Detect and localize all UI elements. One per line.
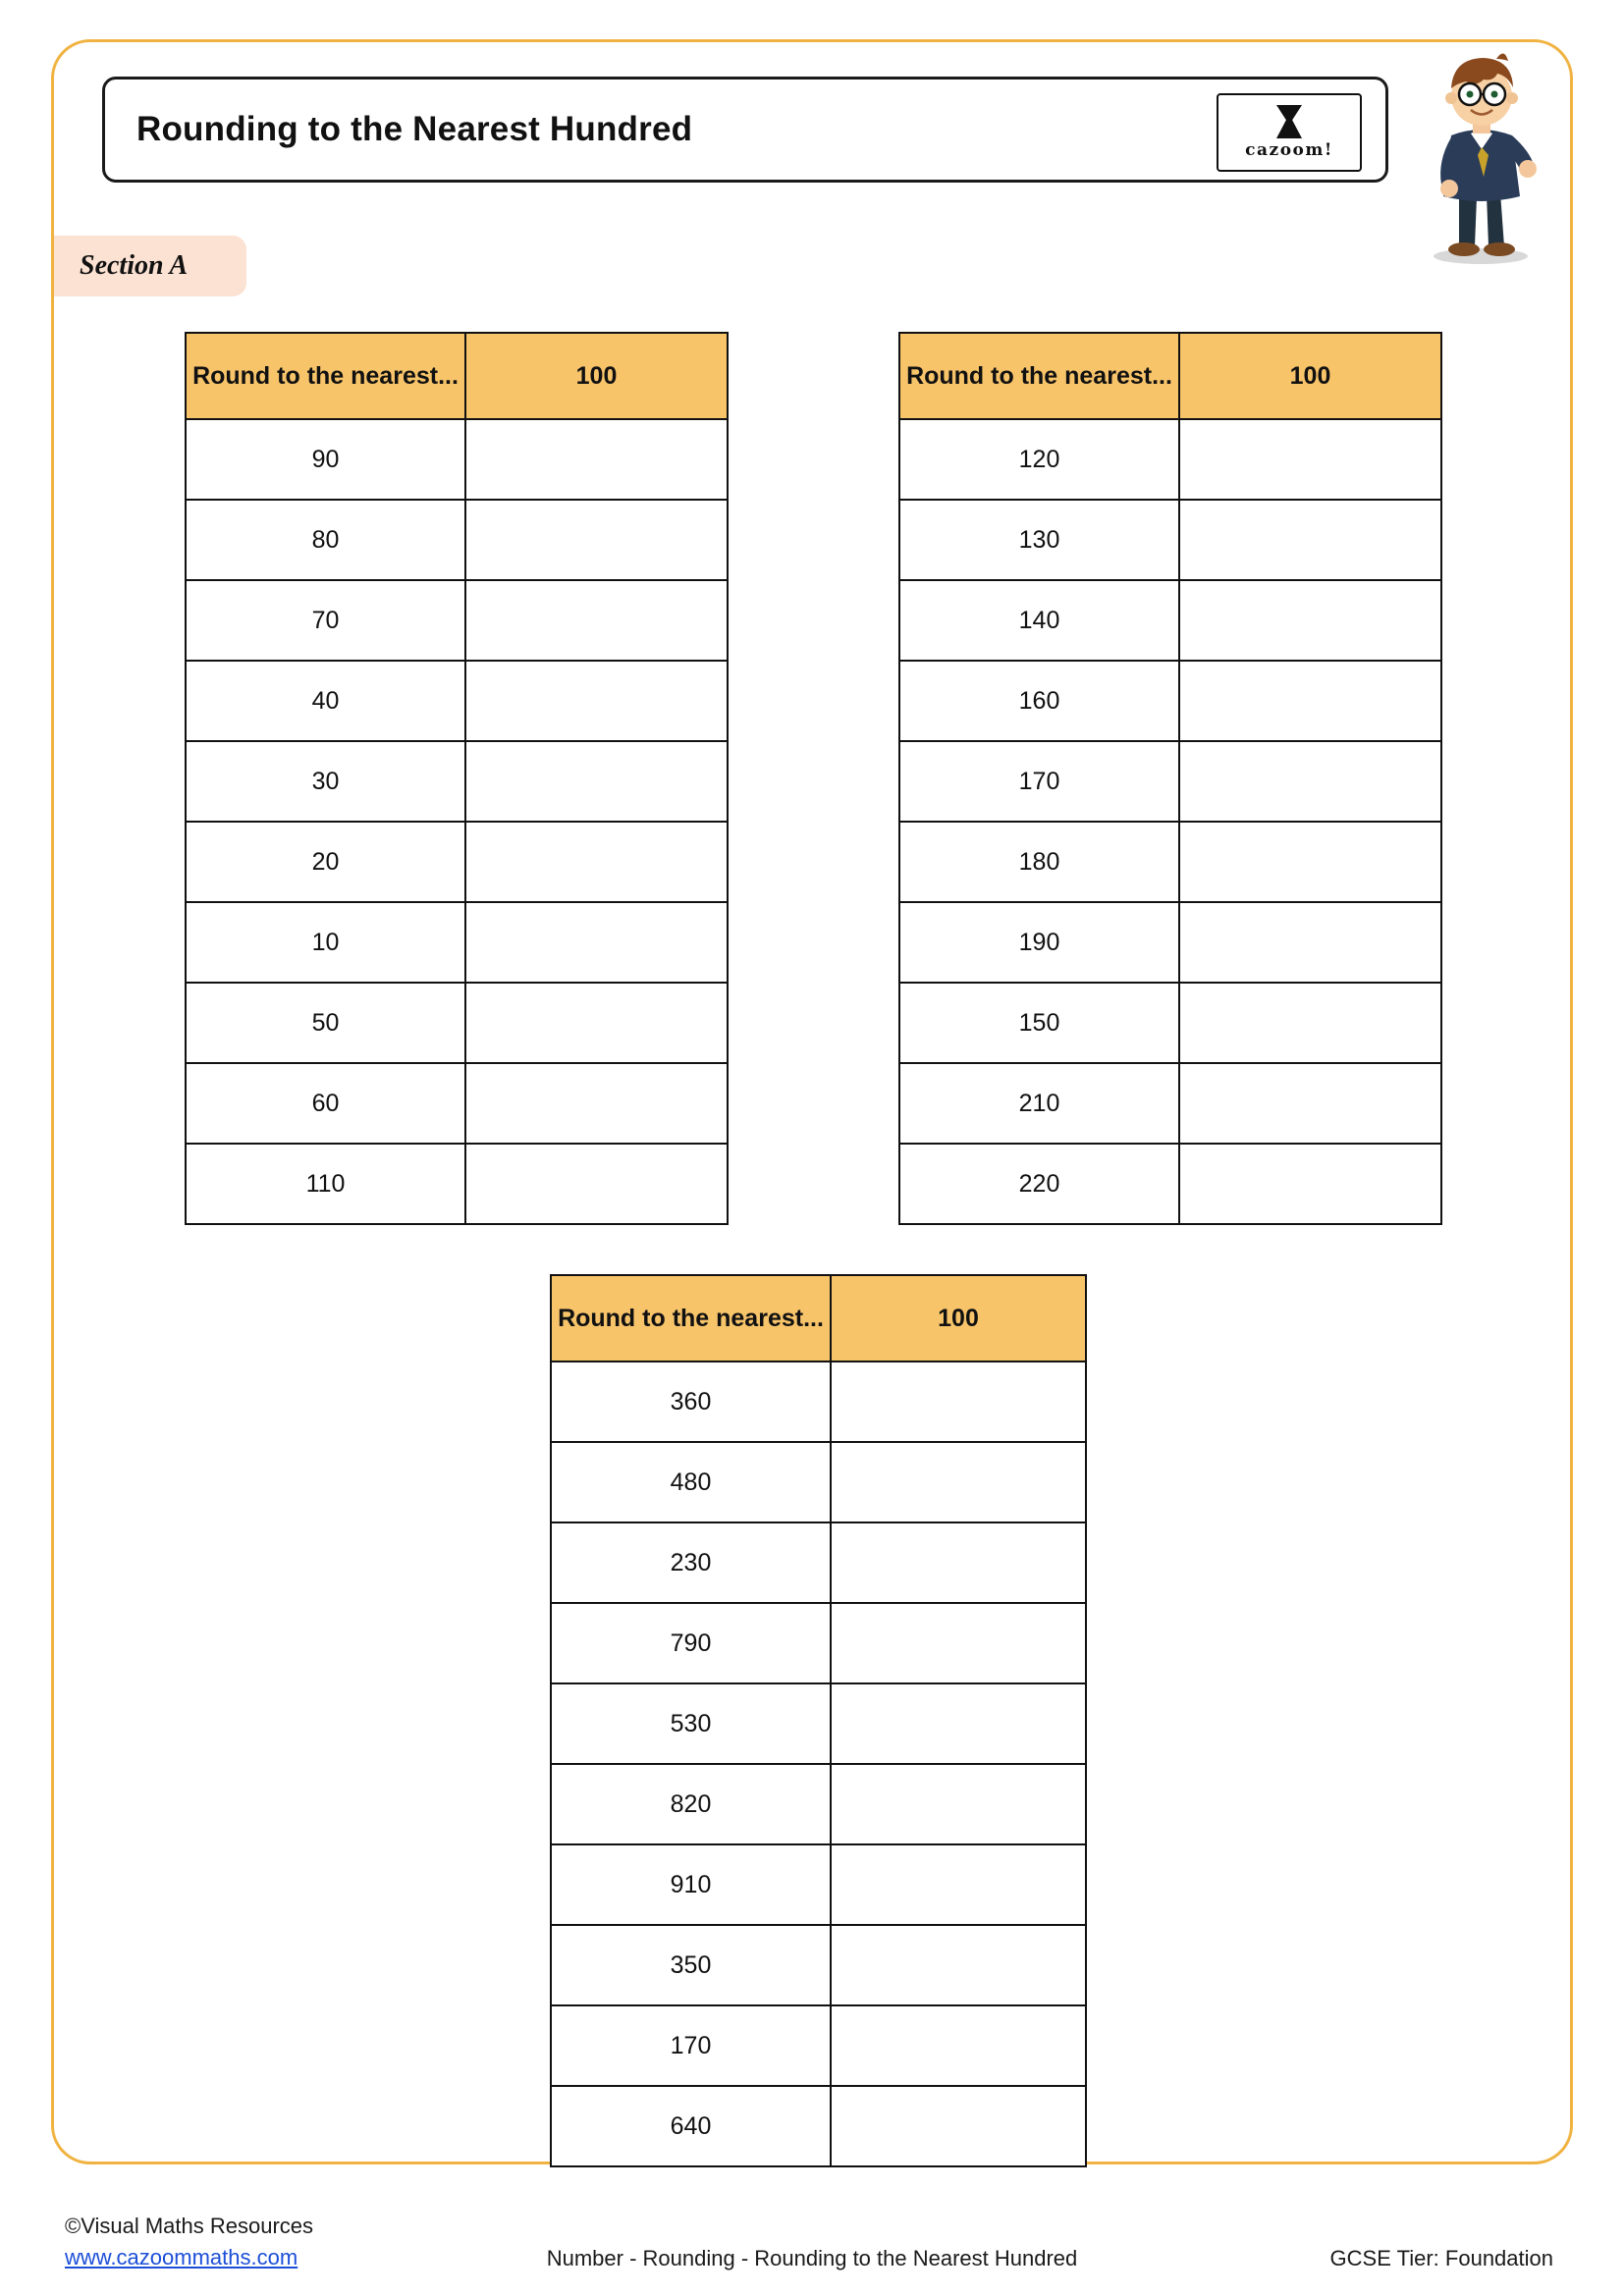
question-value: 910 [551, 1844, 831, 1925]
answer-cell[interactable] [465, 1063, 728, 1144]
answer-cell[interactable] [831, 1522, 1086, 1603]
answer-cell[interactable] [1179, 983, 1441, 1063]
answer-cell[interactable] [831, 1603, 1086, 1683]
question-value: 230 [551, 1522, 831, 1603]
column-header-target: 100 [831, 1275, 1086, 1362]
question-value: 360 [551, 1362, 831, 1442]
answer-cell[interactable] [465, 902, 728, 983]
cazoom-logo-text: cazoom! [1245, 140, 1333, 160]
table-row [186, 500, 728, 580]
answer-cell[interactable] [1179, 1063, 1441, 1144]
column-header-prompt: Round to the nearest... [899, 333, 1179, 419]
question-value: 130 [899, 500, 1179, 580]
answer-cell[interactable] [1179, 580, 1441, 661]
table-row [551, 1362, 1086, 1442]
website-link[interactable]: www.cazoommaths.com [65, 2244, 298, 2269]
page-title: Rounding to the Nearest Hundred [136, 110, 693, 148]
table-row [899, 419, 1441, 500]
question-value: 190 [899, 902, 1179, 983]
question-value: 820 [551, 1764, 831, 1844]
table-row [551, 1925, 1086, 2005]
boy-student-icon [1402, 45, 1559, 271]
answer-cell[interactable] [831, 2086, 1086, 2166]
question-value: 60 [186, 1063, 465, 1144]
table-row [551, 2005, 1086, 2086]
question-value: 120 [899, 419, 1179, 500]
section-tab [54, 236, 246, 296]
table-row [186, 661, 728, 741]
question-value: 170 [899, 741, 1179, 822]
answer-cell[interactable] [831, 1844, 1086, 1925]
answer-cell[interactable] [831, 1925, 1086, 2005]
table-row [186, 419, 728, 500]
table-row [551, 1522, 1086, 1603]
question-value: 220 [899, 1144, 1179, 1224]
question-value: 40 [186, 661, 465, 741]
table-row [551, 1683, 1086, 1764]
rounding-table-b [898, 332, 1442, 1225]
title-bar [102, 77, 1388, 183]
answer-cell[interactable] [465, 419, 728, 500]
answer-cell[interactable] [465, 983, 728, 1063]
table-row [551, 2086, 1086, 2166]
answer-cell[interactable] [1179, 902, 1441, 983]
answer-cell[interactable] [831, 1362, 1086, 1442]
question-value: 110 [186, 1144, 465, 1224]
answer-cell[interactable] [1179, 1144, 1441, 1224]
question-value: 530 [551, 1683, 831, 1764]
table-row [186, 822, 728, 902]
question-value: 140 [899, 580, 1179, 661]
table-row [551, 1442, 1086, 1522]
cazoom-logo [1217, 93, 1362, 172]
answer-cell[interactable] [831, 1442, 1086, 1522]
table-row [899, 580, 1441, 661]
table-row [186, 902, 728, 983]
question-value: 10 [186, 902, 465, 983]
answer-cell[interactable] [831, 1683, 1086, 1764]
question-value: 90 [186, 419, 465, 500]
answer-cell[interactable] [1179, 419, 1441, 500]
footer-topic: Number - Rounding - Rounding to the Nearest Hundred [546, 2246, 1078, 2270]
copyright-text: ©Visual Maths Resources [65, 2214, 314, 2238]
table-row [551, 1764, 1086, 1844]
table-row [899, 822, 1441, 902]
table-row [186, 983, 728, 1063]
question-value: 350 [551, 1925, 831, 2005]
table-header-row [186, 333, 728, 419]
table-row [899, 983, 1441, 1063]
table-row [551, 1603, 1086, 1683]
table-row [186, 741, 728, 822]
table-row [186, 1144, 728, 1224]
cazoom-hourglass-icon [1276, 105, 1302, 138]
table-row [899, 902, 1441, 983]
footer-tier: GCSE Tier: Foundation [1329, 2246, 1553, 2270]
table-row [899, 741, 1441, 822]
answer-cell[interactable] [831, 1764, 1086, 1844]
answer-cell[interactable] [465, 580, 728, 661]
column-header-target: 100 [1179, 333, 1441, 419]
question-value: 70 [186, 580, 465, 661]
question-value: 80 [186, 500, 465, 580]
answer-cell[interactable] [1179, 822, 1441, 902]
answer-cell[interactable] [465, 500, 728, 580]
answer-cell[interactable] [465, 822, 728, 902]
table-row [899, 500, 1441, 580]
table-row [186, 1063, 728, 1144]
question-value: 20 [186, 822, 465, 902]
question-value: 210 [899, 1063, 1179, 1144]
rounding-table-a [185, 332, 729, 1225]
question-value: 150 [899, 983, 1179, 1063]
answer-cell[interactable] [465, 1144, 728, 1224]
answer-cell[interactable] [465, 741, 728, 822]
section-label: Section A [80, 250, 189, 281]
question-value: 640 [551, 2086, 831, 2166]
question-value: 160 [899, 661, 1179, 741]
answer-cell[interactable] [1179, 741, 1441, 822]
table-row [899, 1063, 1441, 1144]
answer-cell[interactable] [831, 2005, 1086, 2086]
answer-cell[interactable] [1179, 500, 1441, 580]
answer-cell[interactable] [465, 661, 728, 741]
question-value: 50 [186, 983, 465, 1063]
question-value: 480 [551, 1442, 831, 1522]
table-header-row [899, 333, 1441, 419]
question-value: 180 [899, 822, 1179, 902]
question-value: 30 [186, 741, 465, 822]
column-header-prompt: Round to the nearest... [551, 1275, 831, 1362]
question-value: 790 [551, 1603, 831, 1683]
table-row [186, 580, 728, 661]
table-row [551, 1844, 1086, 1925]
column-header-prompt: Round to the nearest... [186, 333, 465, 419]
answer-cell[interactable] [1179, 661, 1441, 741]
rounding-table-c [550, 1274, 1087, 2167]
table-row [899, 661, 1441, 741]
table-row [899, 1144, 1441, 1224]
column-header-target: 100 [465, 333, 728, 419]
table-header-row [551, 1275, 1086, 1362]
question-value: 170 [551, 2005, 831, 2086]
